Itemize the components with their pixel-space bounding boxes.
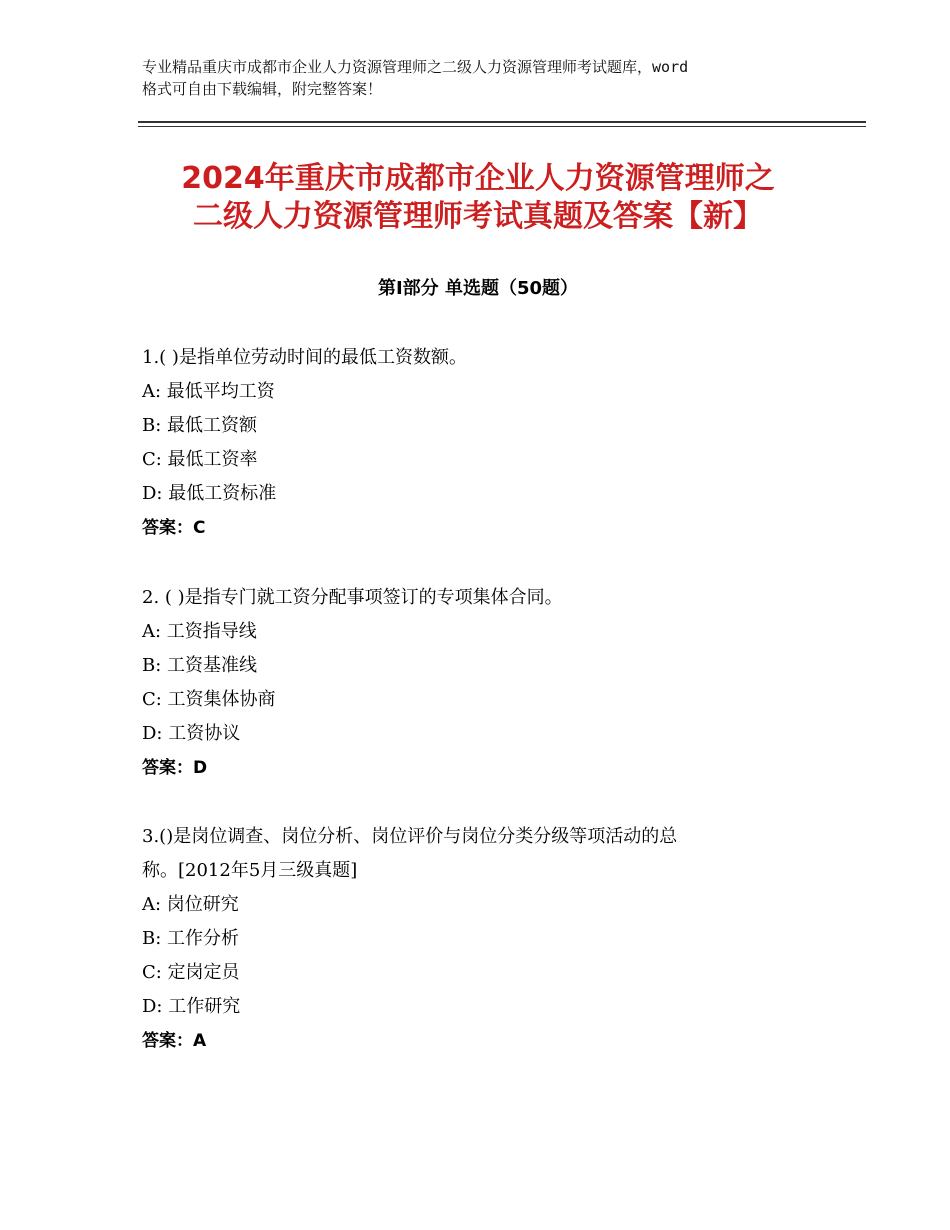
document-title: [138, 160, 818, 236]
header-note-line: 格式可自由下载编辑，附完整答案！: [142, 80, 383, 98]
option-d: D: 工资协议: [142, 723, 241, 744]
option-a: A: 最低平均工资: [142, 381, 275, 402]
option-a: A: 岗位研究: [142, 894, 239, 915]
option-d: D: 最低工资标准: [142, 483, 277, 504]
option-b: B: 最低工资额: [142, 415, 258, 436]
section-heading: 第Ⅰ部分 单选题（50题）: [377, 278, 578, 299]
question-stem-continued: 称。[2012年5月三级真题]: [142, 860, 358, 881]
option-b: B: 工作分析: [142, 928, 240, 949]
option-d: D: 工作研究: [142, 996, 241, 1017]
question-block: [142, 341, 842, 545]
option-c: C: 最低工资率: [142, 449, 258, 470]
option-c: C: 定岗定员: [142, 962, 240, 983]
option-c: C: 工资集体协商: [142, 689, 276, 710]
header-note-line: 专业精品重庆市成都市企业人力资源管理师之二级人力资源管理师考试题库，word: [142, 58, 689, 76]
document-title-line: 二级人力资源管理师考试真题及答案【新】: [193, 199, 763, 234]
header-note: [142, 56, 842, 100]
option-b: B: 工资基准线: [142, 655, 258, 676]
option-a: A: 工资指导线: [142, 621, 257, 642]
question-block: [142, 581, 842, 785]
answer-line: 答案：C: [142, 518, 206, 538]
header-divider: [138, 121, 866, 123]
question-block: [142, 820, 842, 1058]
answer-line: 答案：D: [142, 758, 208, 778]
document-title-line: 2024年重庆市成都市企业人力资源管理师之: [181, 161, 775, 196]
answer-line: 答案：A: [142, 1031, 207, 1051]
question-stem: 2. ( )是指专门就工资分配事项签订的专项集体合同。: [142, 587, 563, 608]
question-stem: 1.( )是指单位劳动时间的最低工资数额。: [142, 347, 467, 368]
question-stem: 3.()是岗位调查、岗位分析、岗位评价与岗位分类分级等项活动的总: [142, 826, 678, 847]
header-divider: [138, 126, 866, 127]
